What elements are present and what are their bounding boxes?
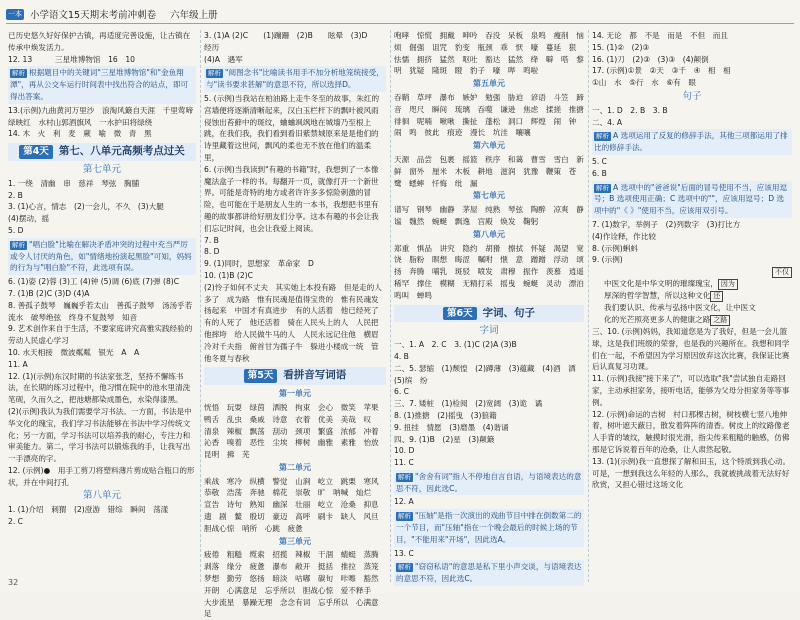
- answer-line: 3. (1)心言，情志 (2)一会儿，不久 (3)大腿: [8, 202, 164, 212]
- answer-line: 9. 艺术创作来自于生活，不要家庭讲究高雅实践经验的劳动人民虚心学习: [8, 324, 193, 346]
- unit-heading: 第七单元: [82, 163, 121, 175]
- explanation-text: "阅图念书"比喻读书用手不加分析地笼统接受，与"读书要求甚解"的意思不符，所以选择D。: [206, 68, 384, 90]
- explanation-tag: 解析: [398, 563, 411, 572]
- answer-line: 9. (1)同时，思想家 革命家 D: [204, 259, 314, 269]
- essay-correction: [604, 266, 792, 278]
- answer-line: 2. C: [8, 517, 23, 527]
- column-2: [204, 30, 387, 619]
- answer-line: 三、7. 矮桩 (1)检阅 (2)宽阔 (3)诡 谲: [394, 399, 543, 409]
- answer-line: (4)作诠释，作比较: [592, 231, 656, 241]
- edited-essay: [592, 266, 792, 326]
- explanation-tag: 解析: [398, 472, 411, 481]
- answer-line: (2)怜子如何不丈夫 其实她上本投有路 但是走的人多了 成为路 惟有民魂是值得宝贵的 惟有民魂发扬起来 中国才有真进步 有的人活着 他已经死了 有的人死了 他还活着 骑在人民头上的人 人民把他摔垮 给人民做牛马的人 人民永远记住他 横眉冷对千夫指 俯首甘为孺子牛 躲进小楼成一统 管他冬夏与春秋: [204, 282, 387, 363]
- answer-line: 12. (1)(示例)东汉时期的书法家张芝，坚持不懈练书法，在长期的练习过程中，他习惯在院中的池水里清洗笔砚，久而久之，把池塘都染成墨色，水染得漆黑。: [8, 371, 191, 405]
- answer-line: 17. (示例)①景 ②天 ③千 ④ 相 相: [592, 66, 731, 76]
- answer-line: 三、10. (示例)妈妈，我知道您是为了我好，但是一会儿篮球，这是我们班级的荣誉，也是我的兴趣所在。我想和同学们在一起，不希望因为学习原因放弃这次比赛，我保证比赛后认真复习功课。: [592, 326, 790, 372]
- answer-line: 8. (1)推搪 (2)摇曳 (3)狼籍: [394, 410, 497, 420]
- answer-line: 8. 善孤子鼓琴 巍巍乎若太山 善孤子鼓琴 汤汤乎若流水 破琴绝弦 终身不复鼓琴 知音: [8, 300, 193, 322]
- answer-line: 1. (1)介绍 刺猬 (2)澄游 错综 瞬间 荡漾: [8, 505, 169, 515]
- answer-line: 7. (1)B (2)C (3)D (4)A: [8, 288, 90, 298]
- word-list: 吞鞘 草坪 瀑布 嫉妒 勉强 胁迫 谚语 斗笠 蹄音 咫尺 瞬间 琉璃 吞噬 谦逊 焦虑 揉搓 推搪 徘徊 呢喃 啾啾 撕扯 蓬松 洞口 辉煌 闹 钟 闹 鸣 彼此 痕迹 漫长 坑洼 嚷嚷: [394, 92, 592, 138]
- brand-logo: 一本: [8, 9, 22, 18]
- word-list: 谱写 钢琴 幽静 茅屋 纯熟 琴弦 陶醉 凉爽 静谧 魏然 蜿蜒 飘逸 宫殿 焕发 鞠躬: [394, 205, 584, 226]
- column-divider: [390, 30, 391, 582]
- explanation-box: [394, 470, 584, 496]
- explanation-tag: 解析: [596, 132, 609, 141]
- answer-line: 传承中焕发活力。: [8, 42, 69, 52]
- answer-line: 9. 扭挂 情愿 (3)磨墨 (4)谐诵: [394, 422, 509, 432]
- section-heading: 句子: [682, 90, 702, 102]
- word-list: 乘战 寒冷 纵横 警觉 山涧 屹立 跳栗 寒风 恭敬 浩荡 奔驰 棉花 崇敬 旷 呐喊 灿烂 宣告 诗句 熟知 幽深 壮丽 屹立 沧桑 抑息 遗 剧 鳌 殷切 豪迈 高呼 刷卡 缺人 风旦 胆战心惊 哨所 心跳 疲惫: [204, 476, 387, 533]
- page-header: [6, 6, 218, 22]
- answer-line: (4)A 遇军: [204, 54, 243, 64]
- explanation-text: "窃窃私语"的意思是私下里小声交谈，与语境表达的意思不符，因此选C。: [396, 562, 582, 584]
- answer-line: 14. 无论 都 不是 而是 不但 而且: [592, 31, 728, 40]
- correction-box: 之路: [710, 315, 730, 326]
- answer-line: 6. B: [592, 168, 607, 178]
- essay-text: 化的光芒照亮更多人的健康之路: [604, 314, 711, 324]
- day-title: 看拼音写词语: [283, 369, 347, 382]
- explanation-text: "唱白脸"比喻在解决矛盾冲突的过程中充当严厉或令人讨厌的角色，如"情绪地扮演起黑脸"可知，妈妈的行为与"唱白脸"不符，此选项有误。: [10, 239, 192, 273]
- day-number: 第6天: [443, 307, 477, 321]
- answer-line: 二、4. A: [592, 117, 623, 127]
- answer-line: 5. (示例)当我站在柏油路上走牛冬至的故事，朱红的宫墙便将逐渐清晰起来，汉白玉栏杆下的飘叶被风雨侵蚀出苔藓中的斑纹，蛐蛐飒飒地在城墙乃至根上跳，在我们我，我们看到看旧紫禁城原来是是他们的诗里藏着这世间，飘风的柔也无不放在他们的温柔里，: [204, 93, 380, 162]
- answer-line: 一、1. A 2. C 3. (1)C (2)A (3)B: [394, 340, 517, 350]
- answer-line: 3. (1)A (2)C (1)蹦跚 (2)B 眩晕 (3)D 经历: [204, 31, 383, 52]
- explanation-text: A 选项中的"爸爸说"后面的冒号使用不当，应该用逗号；B 选项使用正确；C 选项中的""，应该用逗号；D 选项中的"《 》"使用不当，应该用双引号。: [594, 182, 788, 216]
- explanation-box: [592, 181, 792, 218]
- day-number: 第4天: [19, 145, 53, 159]
- answer-line: 13.(示例)九曲黄河万里沙 浪淘风簸自天涯 千里莺啼绿映红 水村山郭酒旗风 一水护田将绿绕: [8, 105, 194, 127]
- explanation-box: [394, 509, 584, 546]
- answer-line: 15. (1)② (2)③: [592, 42, 650, 52]
- unit-heading: 第一单元: [279, 389, 311, 399]
- day-title: 字词、句子: [482, 306, 536, 319]
- column-3: [394, 30, 592, 584]
- answer-line: 四、9. (1)B (2)星 (3)颠簸: [394, 434, 495, 444]
- answer-line: 8. D: [204, 247, 220, 257]
- answer-line: 12. A: [394, 497, 414, 507]
- answer-line: 10. D: [394, 446, 415, 456]
- essay-line: 我们要认识、传承与弘扬中医文化，让中医文: [604, 303, 756, 313]
- essay-line: [604, 314, 792, 326]
- section-heading: 字词: [479, 325, 499, 337]
- correction-box: 还: [710, 291, 723, 302]
- unit-heading: 第二单元: [279, 462, 311, 472]
- answer-line: 5. C: [592, 156, 607, 166]
- answer-line: 6. C: [394, 387, 409, 397]
- answer-line: (2)(示例)我认为我们需要学习书法。一方面，书法是中华文化的瑰宝，我们学习书法能够在书法中学习传统文化；另一方面，学习书法可以培养我的耐心，专注力和审美能力。第二，学习书法可以锻炼我的手，让我写出一手漂亮的字。: [8, 406, 192, 464]
- answer-line: 二、5. 瑟缩 (1)颓惶 (2)蹲薄 (3)蕴藏 (4)酒 洒 (5)缤 纷: [394, 363, 584, 385]
- day-5-banner: [204, 367, 386, 385]
- word-list: 疲倦 粗糙 缆索 招揽 辣椒 干涸 蜻蜓 蒸腾 剥落 缘分 疲惫 瀑布 敞开 挺括 推拉 蒸笼 梦想 勤劳 悠扬 暗淡 咕嘟 碳旬 咔嚓 豁然开朗 心满意足 忘乎所以 胆战心惊 爱不释手 大步流星 暴躁无理 念念有词 忘乎所以 心满意足: [204, 550, 387, 619]
- correction-box: 不仅: [772, 267, 792, 278]
- answer-line: 10. (1)B (2)C: [204, 270, 253, 280]
- explanation-box: [592, 129, 792, 155]
- grade-label: 六年级上册: [170, 10, 218, 21]
- answer-line: 11. C: [394, 458, 414, 468]
- unit-heading: 第八单元: [473, 229, 505, 239]
- column-4: [592, 30, 792, 582]
- explanation-tag: 解析: [398, 512, 411, 521]
- answer-line: 已历史悠久好好保护古镇，再适度完善设施，让古镇在: [8, 31, 191, 40]
- answer-line: 4. B: [394, 351, 409, 361]
- answer-line: 7. B: [204, 235, 219, 245]
- essay-line: [604, 290, 792, 302]
- answer-line: 7. (1)数字，举例子 (2)列数字 (3)打比方: [592, 219, 741, 229]
- explanation-text: A 选项运用了反复的修辞手法，其他三项都运用了排比的修辞手法。: [594, 131, 788, 153]
- explanation-text: "舍舍有词"指人不停地自言自语，与语境表达的意思不符，因此选C。: [396, 471, 582, 493]
- book-title: 小学语文15天期末考前冲刺卷: [30, 10, 157, 21]
- answer-line: 9. (示例): [592, 255, 623, 265]
- unit-heading: 第七单元: [473, 191, 505, 201]
- column-1: [8, 30, 196, 582]
- answer-line: 2. B: [8, 190, 23, 200]
- answer-line: 1. 一绕 清幽 串 慈祥 琴弦 胸脯: [8, 178, 140, 188]
- essay-text: 厚深的哲学智慧，所以这种文化: [604, 291, 711, 301]
- answer-line: 11. A: [8, 359, 28, 369]
- word-list: 恍悟 玩耍 绿茵 洒脱 拘束 会心 微笑 苹果 鸭舌 乱虫 桑戚 诗意 衣着 优美 美哉 叹 清泉 辣椒 飘荡 刮动 颈项 繁盛 浓郁 冲着 沁香 嗅着 恶性 尘埃 柳树 幽雅 素雅 怡放 昆明 拂 芜: [204, 402, 387, 460]
- explanation-tag: 解析: [208, 69, 221, 78]
- explanation-box: [8, 66, 196, 103]
- essay-line: [604, 278, 792, 290]
- unit-heading: 第三单元: [279, 536, 311, 546]
- answer-line: 一、1. D 2. B 3. B: [592, 105, 668, 115]
- answer-line: 8. (示例)蝌蚪: [592, 243, 638, 253]
- day-4-banner: [8, 143, 196, 161]
- explanation-box: [204, 66, 386, 92]
- unit-heading: 第五单元: [473, 79, 505, 89]
- essay-text: 中医文化是中华文明的璀璨瑰宝，: [604, 279, 718, 289]
- correction-box: 因为: [718, 279, 738, 290]
- day-6-banner: [394, 305, 584, 323]
- explanation-tag: 解析: [12, 240, 25, 249]
- answer-line: 13. (1)(示例)我一直想探了解和田玉，这个特质到我心动。可是，一想到我这么年轻的人那么，我就被挑战着无法好好欣赏，又担心错过这场文化: [592, 456, 791, 490]
- answer-line: 6. (1)姿 (2)蓉 (3)工 (4)钟 (5)调 (6)底 (7)弹 (8)C: [8, 277, 180, 287]
- day-title: 第七、八单元高频考点过关: [58, 145, 185, 158]
- header-rule: [6, 23, 794, 24]
- explanation-text: "压轴"是指一次演出的戏曲节目中排在倒数第二的一个节目，而"压轴"指在一个晚会最后的时候上场的节目，"不能用来"开场"，因此选A。: [396, 511, 582, 544]
- column-divider: [200, 30, 201, 582]
- answer-line: 10. 水天相接 微波粼粼 银光 A A: [8, 347, 140, 357]
- answer-line: 16. (1)刀 (2)③ (3)③ (4)颠倒: [592, 54, 709, 64]
- unit-heading: 第六单元: [473, 141, 505, 151]
- unit-heading: 第八单元: [82, 490, 121, 502]
- word-list: 郑重 惧品 讲究 隐约 胡猾 擦拭 怀疑 渴望 宽饶 脂粉 瞑想 晦涩 嘱咐 惬 意 蹭蹭 浮动 颂扬 奔腾 哺乳 斑驳 喷发 肃穆 振作 羡慕 逍遥 稀罕 撑住 模糊 无精打采 摇曳 蜿蜒 灵动 漂泊 鸣叫 蝉鸣: [394, 243, 592, 300]
- word-list: 天源 品尝 包裹 摇篮 秩序 和蔼 曹雪 雪白 新鲜 窗外 厘米 木板 耕地 滋润 犹豫 鞭策 苍 鹭 蟋蟀 忏悔 纰 漏: [394, 154, 584, 188]
- explanation-text: 根据题目中的关键词"三星堆博物馆"和"金鱼翔潭"，再从公交车运行时间表中找出符合的站点，即可得出答案。: [10, 68, 189, 101]
- page-number: 32: [8, 578, 19, 587]
- answer-line: 12. (示例)● 用手工剪刀将塑料薄片剪成贴合瓶口的形状，并在中间打孔: [8, 465, 195, 487]
- explanation-box: [8, 238, 196, 275]
- answer-line: 11. (示例)我接"接下来了"，可以选取"我"尝试独自走路回家，主动承担家务，接听电话，能够为父母分担家务等等事例。: [592, 374, 790, 407]
- answer-line: (4)摆动，摇: [8, 214, 50, 224]
- answer-line: 12. (示例)命运的吉树 村口那棵古树，树枝横七竖八地伸着，树叶遮天蔽日，散发着阵阵的清香。树皮上的纹路像老人手背的皱纹，触摸时很光滑，指尖传来粗糙的触感，仿佛那是它诉说着百年的沧桑，让人肃然起敬。: [592, 409, 790, 454]
- answer-line: 12. 13 三星堆博物馆 16 10: [8, 54, 136, 64]
- answer-line: ①山 水 ⑤行 水 ⑥有 眼: [592, 78, 696, 88]
- explanation-tag: 解析: [596, 183, 609, 192]
- answer-line: 5. D: [8, 225, 24, 235]
- explanation-box: [394, 560, 584, 586]
- answer-line: 6. (示例)当我读到"有趣的书籍"时，我想到了一本像魔法盒子一样的书。每翻开一页，就像打开一个新世界。可能是奇特的地方或者许许多多惊险刺激的冒险，也可能在于是朋友人生的一本书，我想把书里有趣的故事都讲给好朋友们分享。这本有趣的书会让我们忘记时间，也会让我爱上阅读。: [204, 164, 379, 233]
- day-number: 第5天: [244, 369, 278, 383]
- word-list: 咆哮 惊慌 拥戴 呻吟 吞没 呆板 泉鸣 瘦削 恼 烦 倔强 诅咒 豹变 瓶颈 乖 恹 嚎 蔓延 狠 怯懦 拥挤 猛然 呕吐 豁达 猛然 绛 噼 嗒 黎明 犹疑 隆斑 瞪 豹子 嚎 哔 鸣啦: [394, 31, 592, 76]
- explanation-tag: 解析: [12, 69, 25, 78]
- answer-line: 13. C: [394, 548, 414, 558]
- answer-line: 14. 木 火 利 麦 蕨 喻 微 青 黑: [8, 129, 152, 139]
